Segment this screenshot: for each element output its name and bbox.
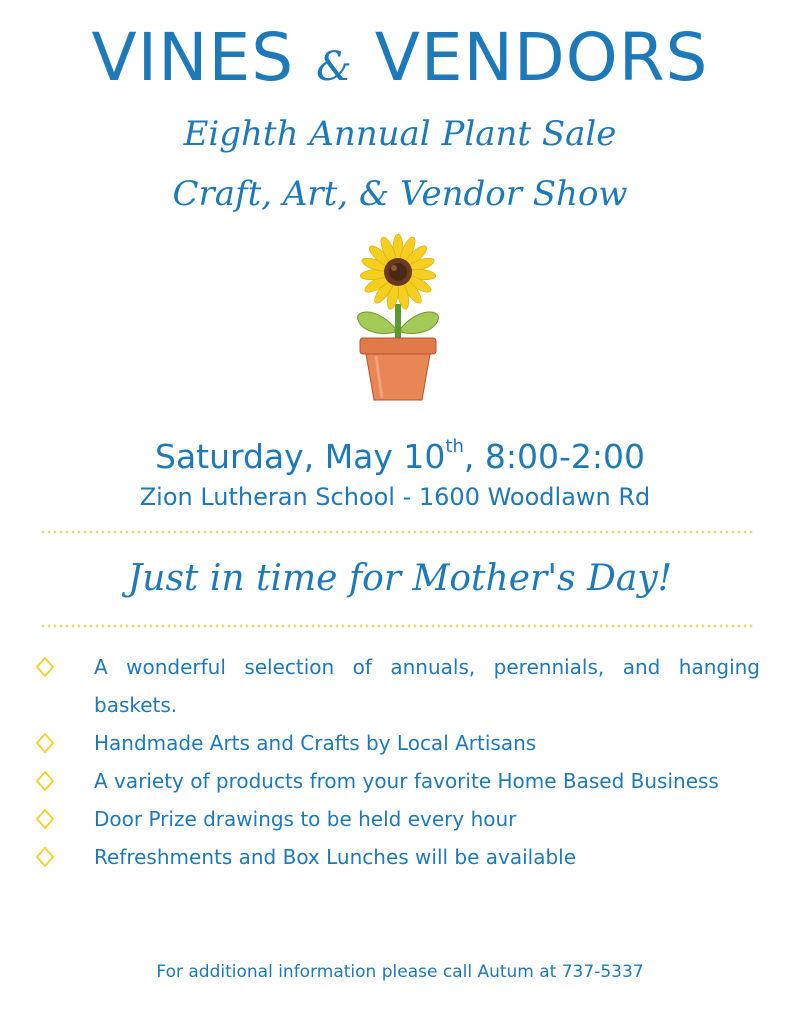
contact-info: For additional information please call Autum at 737-5337 [156, 962, 644, 982]
event-date-time [0, 424, 800, 480]
divider-top [40, 528, 754, 536]
title-vines: VINES [91, 19, 295, 96]
diamond-bullet-icon [36, 733, 54, 753]
event-location: Zion Lutheran School - 1600 Woodlawn Rd [139, 483, 651, 511]
highlights-list [36, 648, 760, 876]
list-item [36, 838, 760, 876]
list-item [36, 800, 760, 838]
diamond-bullet-icon [36, 771, 54, 791]
divider-bottom [40, 622, 754, 630]
flyer-title [0, 18, 800, 107]
sunflower-in-pot-icon [346, 232, 450, 404]
title-ampersand: & [316, 44, 353, 90]
list-item-text: A variety of products from your favorite Home Based Business [94, 769, 719, 793]
list-item [36, 648, 760, 724]
subtitle-plant-sale: Eighth Annual Plant Sale [183, 114, 617, 154]
list-item-text: Refreshments and Box Lunches will be available [94, 845, 577, 869]
diamond-bullet-icon [36, 657, 54, 677]
subtitle-craft-show: Craft, Art, & Vendor Show [172, 174, 628, 214]
list-item [36, 724, 760, 762]
list-item-text: Handmade Arts and Crafts by Local Artisans [94, 731, 537, 755]
date-ordinal: th [445, 436, 464, 457]
diamond-bullet-icon [36, 847, 54, 867]
event-time: , 8:00-2:00 [463, 437, 645, 476]
list-item-text: Door Prize drawings to be held every hour [94, 807, 517, 831]
tagline: Just in time for Mother's Day! [127, 558, 673, 599]
list-item-text: A wonderful selection of annuals, perennials, and hanging baskets. [94, 655, 760, 717]
diamond-bullet-icon [36, 809, 54, 829]
list-item [36, 762, 760, 800]
event-date: Saturday, May 10 [155, 437, 446, 476]
title-vendors: VENDORS [374, 19, 709, 96]
